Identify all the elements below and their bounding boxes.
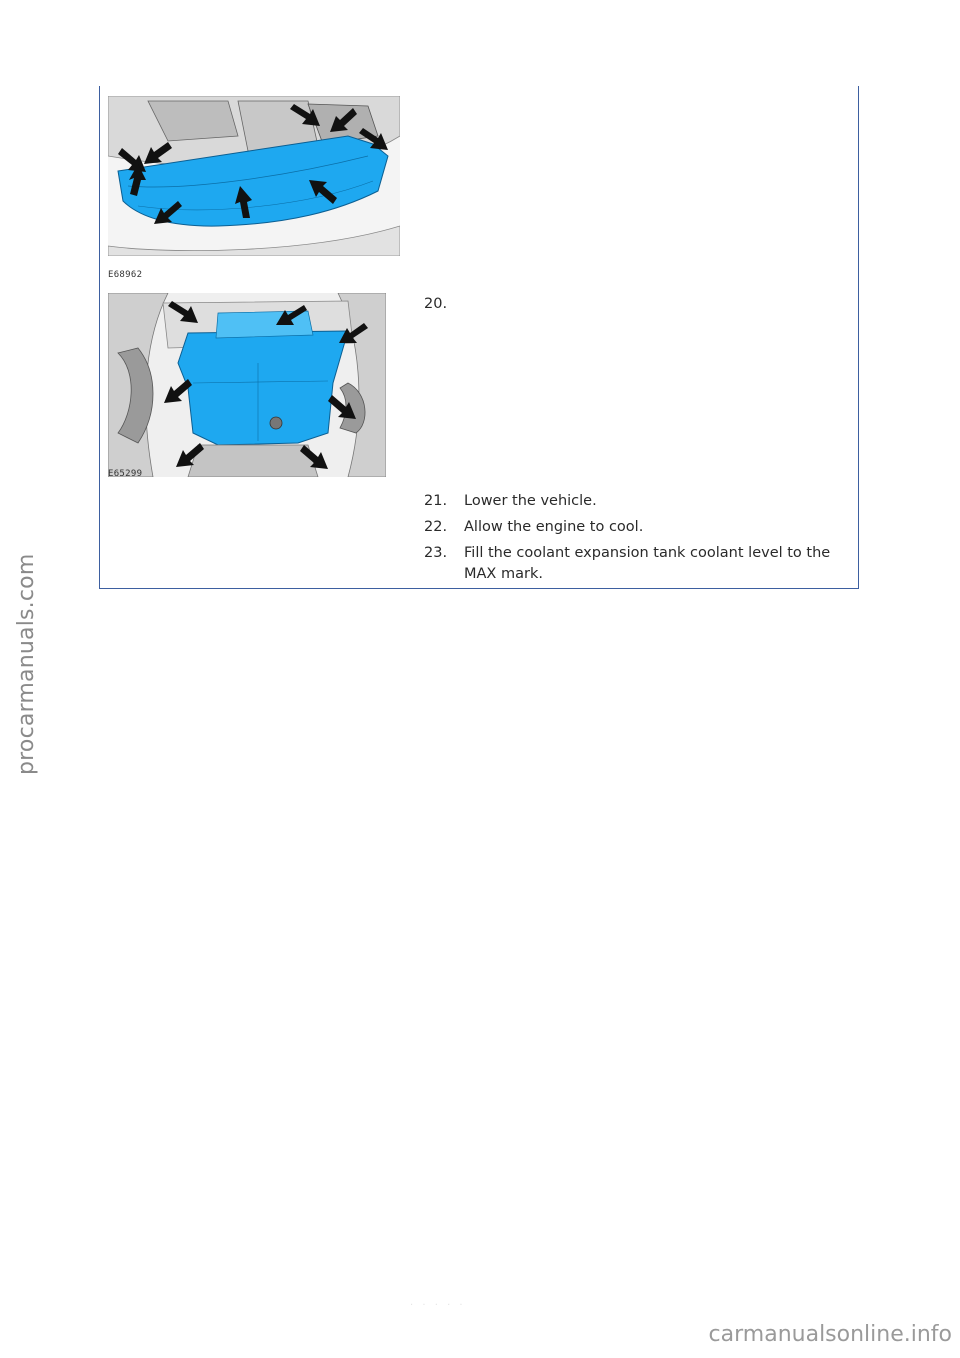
side-watermark: procarmanuals.com [14,553,39,775]
figure-splash-shield [108,96,400,256]
step-number: 21. [424,493,448,509]
splash-shield-illustration [108,96,400,256]
undertray-illustration [108,293,386,477]
step-21 [424,491,844,513]
step-number: 22. [424,519,448,535]
step-number: 20. [424,296,448,312]
figure-label: E65299 [108,469,143,479]
step-number: 23. [424,545,448,561]
figure-label: E68962 [108,270,143,280]
step-text: Allow the engine to cool. [464,519,644,535]
figure-undertray [108,293,386,477]
bottom-watermark: carmanualsonline.info [708,1322,952,1347]
step-text: Lower the vehicle. [464,493,597,509]
step-text: Fill the coolant expansion tank coolant level to the MAX mark. [464,545,831,582]
page-marker: · · · · · [410,1300,466,1311]
step-20 [424,294,844,316]
step-23 [424,543,844,587]
step-22 [424,517,844,539]
